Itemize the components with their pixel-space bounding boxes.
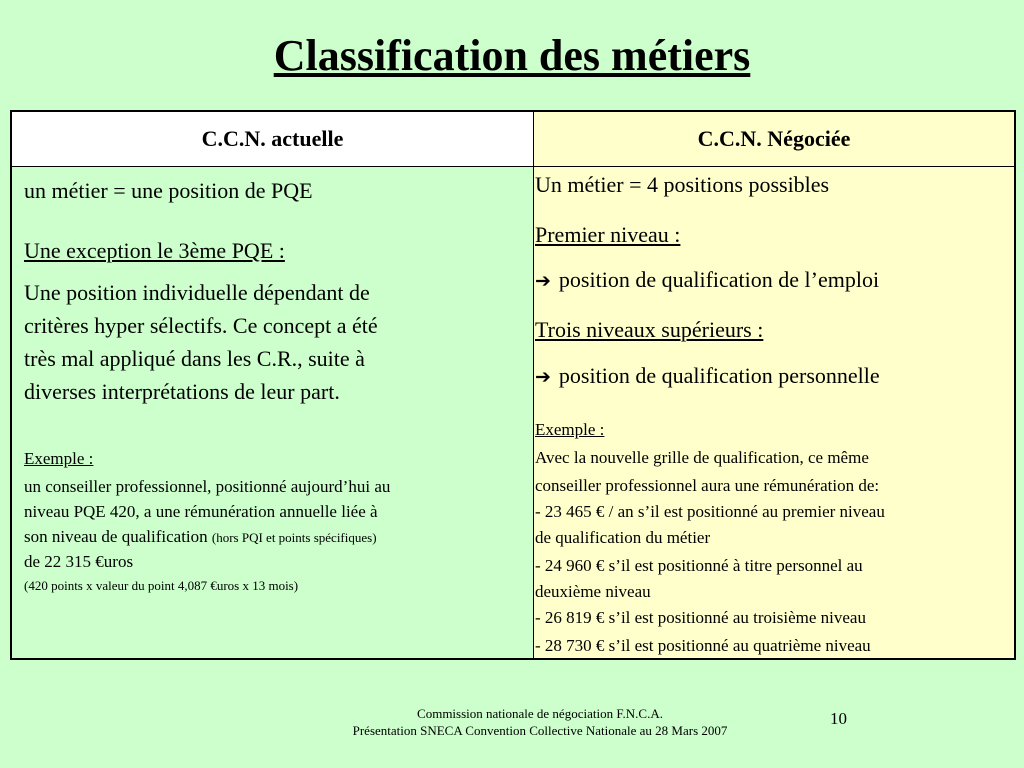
negotiated-ccn-header: C.C.N. Négociée: [534, 112, 1014, 167]
upper-levels-heading: Trois niveaux supérieurs :: [535, 317, 764, 342]
exception-text-line: Une position individuelle dépendant de: [24, 280, 370, 305]
exception-heading: Une exception le 3ème PQE :: [24, 238, 285, 263]
right-example-line: deuxième niveau: [535, 582, 651, 601]
right-example-line: - 26 819 € s’il est positionné au troisième niveau: [535, 608, 866, 627]
left-example-calculation: (420 points x valeur du point 4,087 €uros x 13 mois): [24, 578, 299, 593]
current-ccn-column: [12, 112, 534, 658]
exception-text-line: très mal appliqué dans les C.R., suite à: [24, 346, 365, 371]
right-arrow-icon: ➔: [535, 366, 551, 388]
current-ccn-header: C.C.N. actuelle: [12, 112, 533, 167]
right-arrow-icon: ➔: [535, 270, 551, 292]
right-example-line: - 28 730 € s’il est positionné au quatrième niveau: [535, 636, 871, 655]
right-line-1: Un métier = 4 positions possibles: [535, 172, 830, 197]
right-example-line: conseiller professionnel aura une rémunération de:: [535, 476, 880, 495]
upper-levels-label: position de qualification personnelle: [558, 363, 880, 388]
footer-line-1: Commission nationale de négociation F.N.C.A.: [417, 706, 663, 721]
negotiated-ccn-column: [534, 112, 1014, 658]
left-example-line: niveau PQE 420, a une rémunération annuelle liée à: [24, 502, 378, 521]
left-example-line: [24, 527, 377, 547]
footer: [290, 705, 790, 739]
footer-line-2: Présentation SNECA Convention Collective Nationale au 28 Mars 2007: [352, 723, 728, 738]
left-example-heading: Exemple :: [24, 449, 94, 468]
first-level-label: position de qualification de l’emploi: [558, 267, 880, 292]
right-example-heading: Exemple :: [535, 420, 605, 439]
right-example-line: - 23 465 € / an s’il est positionné au premier niveau: [535, 502, 885, 521]
page-title: Classification des métiers: [273, 31, 751, 80]
right-example-line: de qualification du métier: [535, 528, 711, 547]
page-number: 10: [830, 709, 847, 728]
left-example-line: un conseiller professionnel, positionné aujourd’hui au: [24, 477, 391, 496]
left-example-line-main: son niveau de qualification: [24, 527, 212, 546]
exception-text-line: critères hyper sélectifs. Ce concept a été: [24, 313, 378, 338]
upper-levels-text: [535, 363, 880, 389]
comparison-table: [10, 110, 1016, 660]
first-level-heading: Premier niveau :: [535, 222, 681, 247]
right-example-line: Avec la nouvelle grille de qualification, ce même: [535, 448, 869, 467]
left-example-line-note: (hors PQI et points spécifiques): [211, 530, 377, 545]
left-example-amount: de 22 315 €uros: [24, 552, 134, 571]
first-level-text: [535, 267, 879, 293]
exception-text-line: diverses interprétations de leur part.: [24, 379, 340, 404]
right-example-line: - 24 960 € s’il est positionné à titre personnel au: [535, 556, 863, 575]
left-line-1: un métier = une position de PQE: [24, 178, 313, 203]
